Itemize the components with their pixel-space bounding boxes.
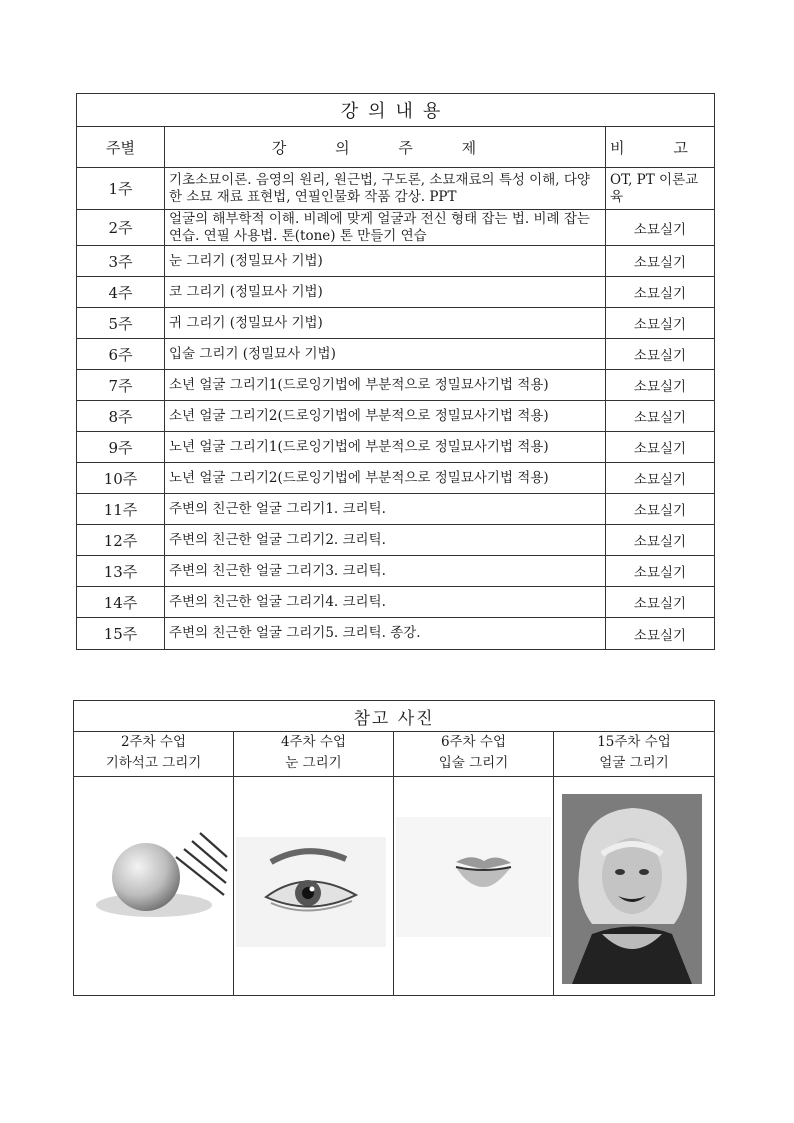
- week-cell: 5주: [77, 308, 165, 339]
- topic-cell: 소년 얼굴 그리기1(드로잉기법에 부분적으로 정밀묘사기법 적용): [165, 370, 606, 401]
- week-cell: 13주: [77, 556, 165, 587]
- table-row: [77, 401, 715, 432]
- table-row: [77, 463, 715, 494]
- table-row: [77, 618, 715, 650]
- note-cell: 소묘실기: [606, 339, 715, 370]
- topic-cell: 주변의 친근한 얼굴 그리기4. 크리틱.: [165, 587, 606, 618]
- table-row: [77, 587, 715, 618]
- table-row: [77, 432, 715, 463]
- note-cell: 소묘실기: [606, 308, 715, 339]
- week-cell: 15주: [77, 618, 165, 650]
- topic-cell: 주변의 친근한 얼굴 그리기5. 크리틱. 종강.: [165, 618, 606, 650]
- lips-sketch-icon: [396, 817, 551, 937]
- note-cell: 소묘실기: [606, 463, 715, 494]
- week-cell: 4주: [77, 277, 165, 308]
- topic-cell: 입술 그리기 (정밀묘사 기법): [165, 339, 606, 370]
- caption-line: 2주차 수업: [120, 734, 187, 750]
- note-cell: 소묘실기: [606, 246, 715, 277]
- reference-title: 참고 사진: [74, 701, 715, 732]
- topic-cell: 귀 그리기 (정밀묘사 기법): [165, 308, 606, 339]
- caption-line: 얼굴 그리기: [599, 755, 669, 771]
- topic-cell: 주변의 친근한 얼굴 그리기3. 크리틱.: [165, 556, 606, 587]
- week-cell: 9주: [77, 432, 165, 463]
- table-row: [77, 210, 715, 246]
- note-cell: 소묘실기: [606, 618, 715, 650]
- topic-cell: 주변의 친근한 얼굴 그리기1. 크리틱.: [165, 494, 606, 525]
- note-cell: 소묘실기: [606, 210, 715, 246]
- header-week: 주별: [77, 127, 165, 168]
- table-row: [77, 370, 715, 401]
- caption-line: 6주차 수업: [440, 734, 507, 750]
- portrait-photo-icon: [562, 794, 702, 984]
- note-cell: 소묘실기: [606, 370, 715, 401]
- week-cell: 2주: [77, 210, 165, 246]
- syllabus-title: 강의내용: [77, 94, 715, 127]
- week-cell: 6주: [77, 339, 165, 370]
- table-row: [77, 246, 715, 277]
- week-cell: 14주: [77, 587, 165, 618]
- reference-image-cell: [554, 777, 715, 996]
- week-cell: 12주: [77, 525, 165, 556]
- table-row: [77, 494, 715, 525]
- note-cell: 소묘실기: [606, 401, 715, 432]
- week-cell: 8주: [77, 401, 165, 432]
- note-cell: 소묘실기: [606, 432, 715, 463]
- plaster-sphere-sketch-icon: [84, 797, 229, 957]
- reference-caption: [234, 732, 394, 777]
- reference-caption: [554, 732, 715, 777]
- note-cell: OT, PT 이론교육: [606, 168, 715, 210]
- topic-cell: 노년 얼굴 그리기1(드로잉기법에 부분적으로 정밀묘사기법 적용): [165, 432, 606, 463]
- reference-image-cell: [394, 777, 554, 996]
- table-row: [77, 339, 715, 370]
- topic-cell: 눈 그리기 (정밀묘사 기법): [165, 246, 606, 277]
- eye-sketch-icon: [236, 837, 386, 947]
- reference-caption: [74, 732, 234, 777]
- table-row: [77, 556, 715, 587]
- syllabus-table: [76, 93, 715, 650]
- reference-image-cell: [74, 777, 234, 996]
- week-cell: 1주: [77, 168, 165, 210]
- note-cell: 소묘실기: [606, 556, 715, 587]
- reference-image-cell: [234, 777, 394, 996]
- caption-line: 15주차 수업: [597, 734, 671, 750]
- topic-cell: 주변의 친근한 얼굴 그리기2. 크리틱.: [165, 525, 606, 556]
- table-row: [77, 168, 715, 210]
- table-row: [77, 308, 715, 339]
- header-topic: 강 의 주 제: [165, 127, 606, 168]
- note-cell: 소묘실기: [606, 277, 715, 308]
- caption-line: 기하석고 그리기: [105, 755, 202, 771]
- week-cell: 11주: [77, 494, 165, 525]
- reference-photos-table: [73, 700, 715, 996]
- note-cell: 소묘실기: [606, 587, 715, 618]
- week-cell: 7주: [77, 370, 165, 401]
- topic-cell: 노년 얼굴 그리기2(드로잉기법에 부분적으로 정밀묘사기법 적용): [165, 463, 606, 494]
- header-note: 비 고: [606, 127, 715, 168]
- caption-line: 4주차 수업: [280, 734, 347, 750]
- week-cell: 10주: [77, 463, 165, 494]
- note-cell: 소묘실기: [606, 494, 715, 525]
- note-cell: 소묘실기: [606, 525, 715, 556]
- table-row: [77, 525, 715, 556]
- topic-cell: 기초소묘이론. 음영의 원리, 원근법, 구도론, 소묘재료의 특성 이해, 다양한 소묘 재료 표현법, 연필인물화 작품 감상. PPT: [165, 168, 606, 210]
- caption-line: 눈 그리기: [285, 755, 342, 771]
- topic-cell: 소년 얼굴 그리기2(드로잉기법에 부분적으로 정밀묘사기법 적용): [165, 401, 606, 432]
- reference-caption: [394, 732, 554, 777]
- table-row: [77, 277, 715, 308]
- week-cell: 3주: [77, 246, 165, 277]
- topic-cell: 얼굴의 해부학적 이해. 비례에 맞게 얼굴과 전신 형태 잡는 법. 비례 잡는 연습. 연필 사용법. 톤(tone) 톤 만들기 연습: [165, 210, 606, 246]
- topic-cell: 코 그리기 (정밀묘사 기법): [165, 277, 606, 308]
- caption-line: 입술 그리기: [438, 755, 509, 771]
